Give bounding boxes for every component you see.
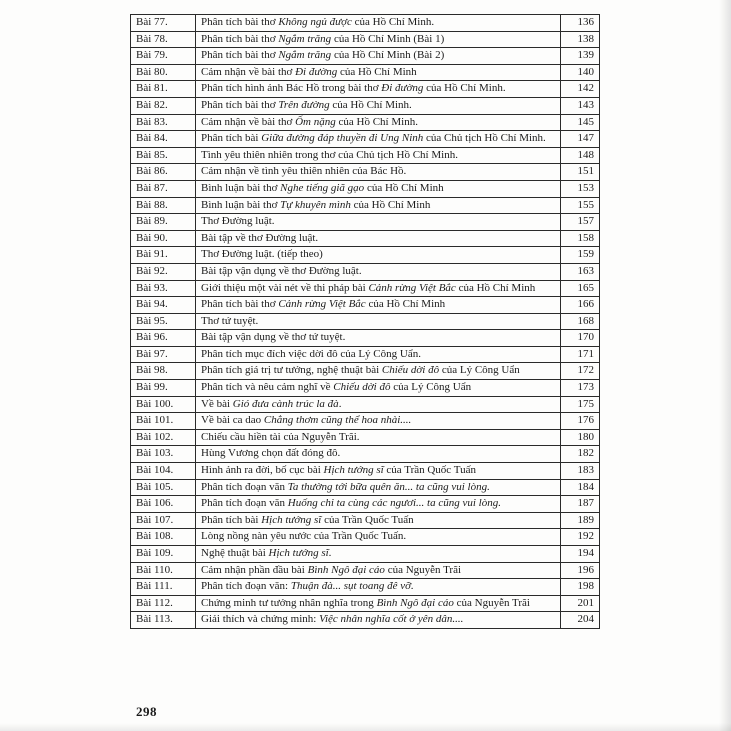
title-segment-italic: Tự khuyên mình: [280, 198, 351, 211]
lesson-label: Bài 104.: [131, 463, 196, 480]
lesson-title: [196, 429, 561, 446]
lesson-label: Bài 94.: [131, 297, 196, 314]
lesson-label: Bài 109.: [131, 546, 196, 563]
lesson-label: Bài 98.: [131, 363, 196, 380]
title-segment-italic: Việc nhân nghĩa cốt ở yên dân....: [319, 613, 464, 626]
lesson-page-number: 165: [561, 280, 600, 297]
title-segment: Cảm nhận phần đầu bài: [201, 563, 308, 576]
lesson-page-number: 180: [561, 429, 600, 446]
title-segment: Phân tích đoạn văn: [201, 497, 288, 510]
lesson-page-number: 194: [561, 546, 600, 563]
title-segment: của Hồ Chí Minh.: [329, 98, 412, 111]
title-segment-italic: Đi đường: [295, 65, 338, 78]
title-segment: của Trần Quốc Tuấn: [383, 464, 476, 477]
lesson-label: Bài 101.: [131, 413, 196, 430]
title-segment-italic: Gió đưa cành trúc la đà: [232, 397, 339, 410]
toc-row: [131, 197, 600, 214]
title-segment: Thơ tứ tuyệt.: [201, 314, 259, 327]
title-segment-italic: Chiếu dời đô: [381, 364, 440, 377]
lesson-title: [196, 313, 561, 330]
lesson-label: Bài 86.: [131, 164, 196, 181]
lesson-title: [196, 147, 561, 164]
toc-row: [131, 612, 600, 629]
lesson-label: Bài 78.: [131, 31, 196, 48]
title-segment: Cảm nhận về bài thơ: [201, 65, 296, 78]
title-segment: Thơ Đường luật. (tiếp theo): [201, 248, 323, 261]
lesson-page-number: 157: [561, 214, 600, 231]
title-segment: Nghệ thuật bài: [201, 547, 269, 559]
toc-row: [131, 164, 600, 181]
lesson-label: Bài 113.: [131, 612, 196, 629]
toc-row: [131, 546, 600, 563]
toc-row: [131, 131, 600, 148]
lesson-page-number: 176: [561, 413, 600, 430]
page-edge-shadow-bottom: [0, 723, 731, 731]
title-segment: Phân tích hình ảnh Bác Hồ trong bài thơ: [201, 82, 382, 95]
title-segment: .: [328, 547, 332, 559]
title-segment-italic: Trên đường: [278, 98, 330, 111]
lesson-title: [196, 131, 561, 148]
lesson-page-number: 175: [561, 396, 600, 413]
lesson-label: Bài 88.: [131, 197, 196, 214]
title-segment-italic: Ta thường tới bữa quên ăn... ta cũng vui lòng.: [287, 480, 490, 493]
title-segment: Về bài: [201, 397, 233, 410]
lesson-label: Bài 106.: [131, 496, 196, 513]
title-segment-italic: Cảnh rừng Việt Bắc: [368, 281, 456, 294]
lesson-title: [196, 529, 561, 546]
title-segment-italic: Cảnh rừng Việt Bắc: [278, 298, 366, 311]
title-segment: Lòng nồng nàn yêu nước của Trần Quốc Tuấn.: [201, 530, 407, 543]
lesson-label: Bài 85.: [131, 147, 196, 164]
toc-row: [131, 48, 600, 65]
title-segment: của Nguyễn Trãi: [384, 563, 462, 576]
toc-row: [131, 363, 600, 380]
lesson-page-number: 173: [561, 380, 600, 397]
title-segment: Phân tích bài: [201, 513, 262, 526]
lesson-page-number: 155: [561, 197, 600, 214]
title-segment-italic: Hịch tướng sĩ: [268, 547, 329, 559]
title-segment: Phân tích bài: [201, 132, 262, 145]
lesson-title: [196, 48, 561, 65]
title-segment: của Hồ Chí Minh (Bài 2): [331, 49, 445, 62]
lesson-title: [196, 297, 561, 314]
title-segment: của Hồ Chí Minh: [455, 281, 536, 294]
title-segment-italic: Chiếu dời đô: [333, 381, 391, 394]
title-segment-italic: Chẳng thơm cũng thể hoa nhài....: [263, 414, 412, 427]
toc-row: [131, 330, 600, 347]
lesson-title: [196, 579, 561, 596]
title-segment: của Hồ Chí Minh.: [335, 115, 418, 128]
lesson-label: Bài 111.: [131, 579, 196, 596]
lesson-title: [196, 479, 561, 496]
title-segment: của Lý Công Uẩn: [439, 364, 520, 377]
lesson-page-number: 192: [561, 529, 600, 546]
lesson-label: Bài 81.: [131, 81, 196, 98]
toc-row: [131, 479, 600, 496]
toc-row: [131, 15, 600, 32]
lesson-label: Bài 82.: [131, 97, 196, 114]
lesson-label: Bài 89.: [131, 214, 196, 231]
title-segment: Bình luận bài thơ: [201, 198, 281, 211]
toc-row: [131, 247, 600, 264]
lesson-title: [196, 330, 561, 347]
title-segment-italic: Bình Ngô đại cáo: [307, 563, 385, 576]
lesson-page-number: 139: [561, 48, 600, 65]
title-segment: của Hồ Chí Minh: [365, 298, 446, 311]
lesson-page-number: 140: [561, 64, 600, 81]
title-segment-italic: Nghe tiếng giã gạo: [280, 181, 365, 194]
lesson-title: [196, 81, 561, 98]
lesson-page-number: 166: [561, 297, 600, 314]
lesson-page-number: 198: [561, 579, 600, 596]
lesson-title: [196, 562, 561, 579]
lesson-title: [196, 31, 561, 48]
lesson-page-number: 153: [561, 180, 600, 197]
toc-row: [131, 180, 600, 197]
title-segment: .: [338, 397, 342, 410]
title-segment: của Trần Quốc Tuấn: [321, 513, 414, 526]
toc-row: [131, 280, 600, 297]
lesson-title: [196, 463, 561, 480]
toc-row: [131, 214, 600, 231]
lesson-title: [196, 114, 561, 131]
lesson-label: Bài 97.: [131, 346, 196, 363]
page-number-footer: 298: [136, 704, 157, 719]
title-segment: của Lý Công Uẩn: [390, 381, 472, 394]
lesson-page-number: 142: [561, 81, 600, 98]
lesson-title: [196, 164, 561, 181]
title-segment: Phân tích bài thơ: [201, 98, 279, 111]
lesson-title: [196, 346, 561, 363]
lesson-title: [196, 363, 561, 380]
title-segment: Phân tích bài thơ: [201, 298, 279, 311]
title-segment-italic: Hịch tướng sĩ: [261, 513, 322, 526]
toc-row: [131, 595, 600, 612]
lesson-label: Bài 103.: [131, 446, 196, 463]
lesson-label: Bài 96.: [131, 330, 196, 347]
toc-row: [131, 147, 600, 164]
lesson-label: Bài 91.: [131, 247, 196, 264]
lesson-label: Bài 92.: [131, 263, 196, 280]
lesson-page-number: 184: [561, 479, 600, 496]
title-segment: Bình luận bài thơ: [201, 181, 281, 194]
lesson-label: Bài 108.: [131, 529, 196, 546]
toc-row: [131, 81, 600, 98]
toc-row: [131, 380, 600, 397]
title-segment: của Hồ Chí Minh.: [423, 82, 506, 95]
lesson-title: [196, 413, 561, 430]
lesson-label: Bài 99.: [131, 380, 196, 397]
title-segment-italic: Hịch tướng sĩ: [323, 464, 384, 477]
lesson-title: [196, 512, 561, 529]
toc-row: [131, 346, 600, 363]
lesson-title: [196, 180, 561, 197]
toc-row: [131, 463, 600, 480]
title-segment: Phân tích bài thơ: [201, 16, 279, 28]
lesson-label: Bài 79.: [131, 48, 196, 65]
lesson-label: Bài 80.: [131, 64, 196, 81]
lesson-page-number: 148: [561, 147, 600, 164]
lesson-title: [196, 15, 561, 32]
title-segment-italic: Ốm nặng: [295, 115, 336, 128]
lesson-page-number: 136: [561, 15, 600, 32]
lesson-label: Bài 77.: [131, 15, 196, 32]
lesson-title: [196, 214, 561, 231]
toc-row: [131, 313, 600, 330]
lesson-page-number: 196: [561, 562, 600, 579]
title-segment: Hình ảnh ra đời, bố cục bài: [201, 464, 324, 477]
toc-row: [131, 263, 600, 280]
title-segment: Phân tích mục đích việc dời đô của Lý Công Uẩn.: [201, 347, 421, 360]
title-segment: Bài tập vận dụng về thơ Đường luật.: [201, 264, 362, 277]
lesson-label: Bài 110.: [131, 562, 196, 579]
title-segment: Giải thích và chứng minh:: [201, 613, 320, 626]
toc-row: [131, 230, 600, 247]
lesson-page-number: 168: [561, 313, 600, 330]
title-segment: Phân tích và nêu cảm nghĩ về: [201, 381, 334, 394]
toc-row: [131, 114, 600, 131]
lesson-label: Bài 107.: [131, 512, 196, 529]
title-segment: Giới thiệu một vài nét về thi pháp bài: [201, 281, 369, 294]
title-segment: của Nguyễn Trãi: [453, 596, 530, 609]
toc-table: [130, 14, 600, 629]
title-segment: Bài tập về thơ Đường luật.: [201, 231, 319, 244]
page-edge-shadow-right: [719, 0, 731, 731]
lesson-label: Bài 112.: [131, 595, 196, 612]
title-segment: Bài tập vận dụng về thơ tứ tuyệt.: [201, 331, 346, 344]
title-segment: Phân tích bài thơ: [201, 32, 279, 45]
lesson-label: Bài 100.: [131, 396, 196, 413]
title-segment: của Hồ Chí Minh: [364, 181, 444, 194]
title-segment-italic: Đi đường: [381, 82, 424, 95]
title-segment-italic: Bình Ngô đại cáo: [376, 596, 454, 609]
title-segment: Thơ Đường luật.: [201, 215, 275, 228]
lesson-page-number: 189: [561, 512, 600, 529]
lesson-title: [196, 446, 561, 463]
title-segment-italic: Thuận đà... sụt toang đê vỡ.: [290, 580, 414, 593]
lesson-page-number: 170: [561, 330, 600, 347]
lesson-page-number: 171: [561, 346, 600, 363]
title-segment: Về bài ca dao: [201, 414, 264, 427]
title-segment-italic: Ngắm trăng: [278, 49, 332, 62]
toc-row: [131, 579, 600, 596]
lesson-title: [196, 230, 561, 247]
title-segment: Phân tích đoạn văn: [201, 480, 288, 493]
lesson-title: [196, 612, 561, 629]
lesson-page-number: 201: [561, 595, 600, 612]
title-segment: của Chủ tịch Hồ Chí Minh.: [423, 132, 546, 145]
toc-row: [131, 512, 600, 529]
lesson-title: [196, 97, 561, 114]
toc-row: [131, 429, 600, 446]
title-segment-italic: Ngắm trăng: [278, 32, 332, 45]
lesson-page-number: 145: [561, 114, 600, 131]
toc-row: [131, 97, 600, 114]
title-segment: Hùng Vương chọn đất đóng đô.: [201, 447, 341, 460]
lesson-title: [196, 280, 561, 297]
lesson-label: Bài 93.: [131, 280, 196, 297]
title-segment: Chiếu cầu hiền tài của Nguyễn Trãi.: [201, 430, 360, 443]
lesson-title: [196, 496, 561, 513]
lesson-page-number: 182: [561, 446, 600, 463]
lesson-page-number: 172: [561, 363, 600, 380]
lesson-title: [196, 380, 561, 397]
title-segment: của Hồ Chí Minh: [350, 198, 431, 211]
lesson-page-number: 163: [561, 263, 600, 280]
toc-row: [131, 396, 600, 413]
lesson-label: Bài 84.: [131, 131, 196, 148]
toc-row: [131, 64, 600, 81]
title-segment: của Hồ Chí Minh.: [351, 16, 435, 28]
lesson-title: [196, 64, 561, 81]
toc-row: [131, 529, 600, 546]
lesson-label: Bài 105.: [131, 479, 196, 496]
lesson-title: [196, 546, 561, 563]
lesson-label: Bài 102.: [131, 429, 196, 446]
title-segment: Cảm nhận về tình yêu thiên nhiên của Bác Hồ.: [201, 165, 407, 178]
lesson-title: [196, 595, 561, 612]
lesson-page-number: 138: [561, 31, 600, 48]
lesson-title: [196, 263, 561, 280]
title-segment: Phân tích đoạn văn:: [201, 580, 291, 593]
lesson-page-number: 151: [561, 164, 600, 181]
title-segment: Chứng minh tư tưởng nhân nghĩa trong: [201, 596, 377, 609]
lesson-page-number: 158: [561, 230, 600, 247]
lesson-label: Bài 90.: [131, 230, 196, 247]
title-segment: Phân tích giá trị tư tưởng, nghệ thuật bài: [201, 364, 382, 377]
title-segment: Cảm nhận về bài thơ: [201, 115, 296, 128]
toc-row: [131, 496, 600, 513]
title-segment-italic: Giữa đường đáp thuyền đi Ung Ninh: [261, 132, 424, 145]
lesson-label: Bài 95.: [131, 313, 196, 330]
title-segment: của Hồ Chí Minh (Bài 1): [331, 32, 445, 45]
lesson-page-number: 143: [561, 97, 600, 114]
lesson-label: Bài 83.: [131, 114, 196, 131]
lesson-page-number: 187: [561, 496, 600, 513]
lesson-page-number: 147: [561, 131, 600, 148]
title-segment-italic: Huống chi ta cùng các ngươi... ta cũng vui lòng.: [287, 497, 501, 510]
title-segment-italic: Không ngủ được: [278, 16, 352, 28]
toc-body: [131, 15, 600, 629]
lesson-page-number: 183: [561, 463, 600, 480]
title-segment: Tình yêu thiên nhiên trong thơ của Chủ tịch Hồ Chí Minh.: [201, 148, 458, 161]
toc-row: [131, 446, 600, 463]
lesson-title: [196, 247, 561, 264]
lesson-label: Bài 87.: [131, 180, 196, 197]
lesson-title: [196, 396, 561, 413]
lesson-page-number: 204: [561, 612, 600, 629]
toc-row: [131, 31, 600, 48]
title-segment: của Hồ Chí Minh: [337, 65, 417, 78]
toc-row: [131, 413, 600, 430]
toc-row: [131, 562, 600, 579]
lesson-page-number: 159: [561, 247, 600, 264]
lesson-title: [196, 197, 561, 214]
title-segment: Phân tích bài thơ: [201, 49, 279, 62]
toc-row: [131, 297, 600, 314]
